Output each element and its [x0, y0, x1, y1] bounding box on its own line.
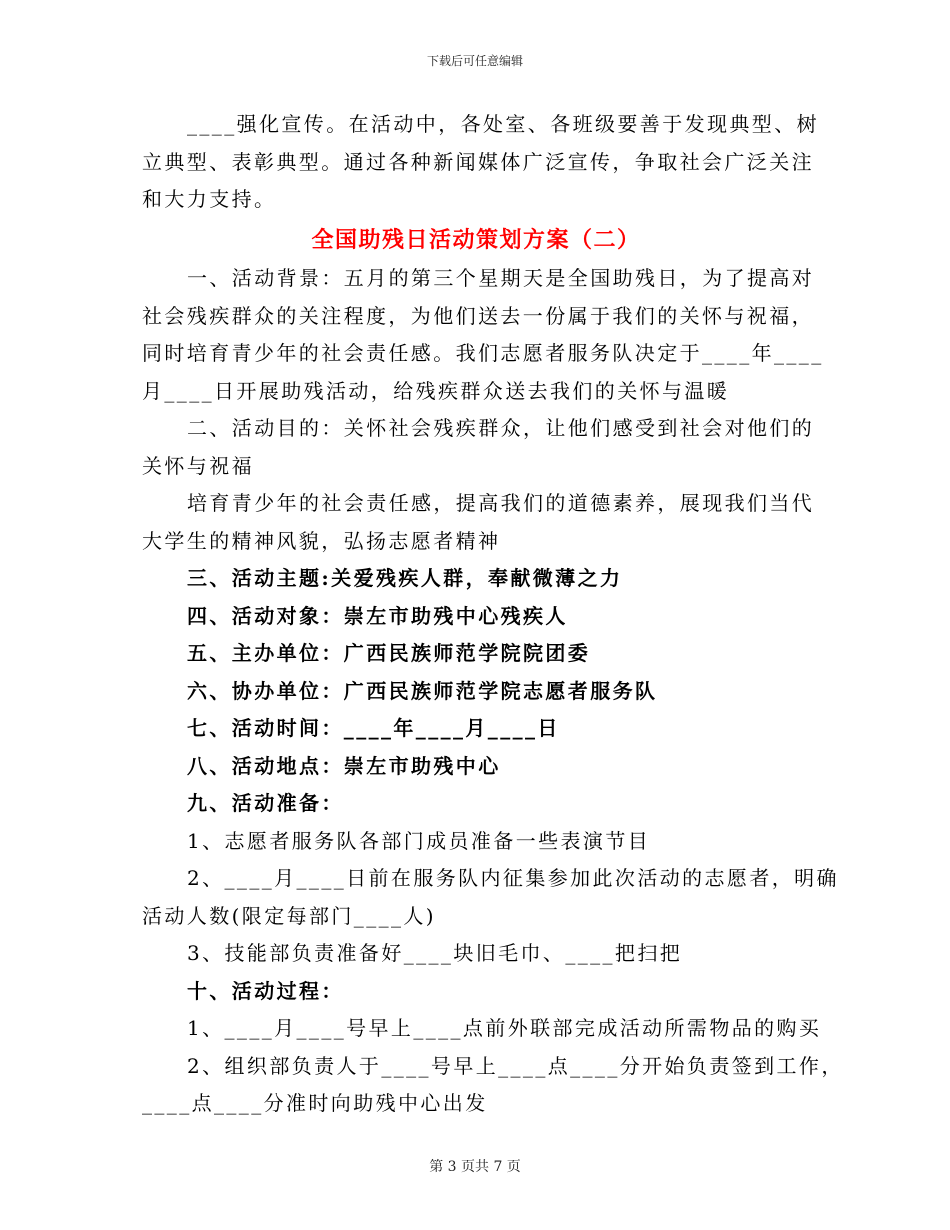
preparation-item-1: 1、志愿者服务队各部门成员准备一些表演节目 — [187, 828, 651, 853]
background-line-3: 同时培育青少年的社会责任感。我们志愿者服务队决定于____年____ — [142, 341, 824, 365]
process-item-1: 1、____月____号早上____点前外联部完成活动所需物品的购买 — [187, 1016, 822, 1040]
co-organizer-line: 六、协办单位：广西民族师范学院志愿者服务队 — [187, 678, 658, 703]
purpose-line-1: 二、活动目的：关怀社会残疾群众，让他们感受到社会对他们的 — [187, 416, 815, 440]
preparation-item-2-line-2: 活动人数(限定每部门____人) — [142, 903, 437, 928]
purpose-line-3: 培育青少年的社会责任感，提高我们的道德素养，展现我们当代 — [187, 491, 815, 515]
theme-line: 三、活动主题:关爱残疾人群，奉献微薄之力 — [187, 566, 623, 590]
intro-line-3: 和大力支持。 — [142, 187, 277, 211]
process-item-2-line-1: 2、组织部负责人于____号早上____点____分开始负责签到工作， — [187, 1053, 844, 1078]
background-line-4: 月____日开展助残活动，给残疾群众送去我们的关怀与温暖 — [142, 378, 730, 403]
time-line: 七、活动时间：____年____月____日 — [187, 716, 560, 740]
intro-line-1: ____强化宣传。在活动中，各处室、各班级要善于发现典型、树 — [187, 112, 819, 136]
preparation-item-3: 3、技能部负责准备好____块旧毛巾、____把扫把 — [187, 941, 683, 965]
background-line-1: 一、活动背景：五月的第三个星期天是全国助残日，为了提高对 — [187, 266, 815, 290]
header-note: 下载后可任意编辑 — [426, 54, 523, 68]
background-line-2: 社会残疾群众的关注程度，为他们送去一份属于我们的关怀与祝福， — [142, 303, 814, 328]
preparation-item-2-line-1: 2、____月____日前在服务队内征集参加此次活动的志愿者，明确 — [187, 866, 839, 890]
target-line: 四、活动对象：崇左市助残中心残疾人 — [187, 603, 568, 628]
location-line: 八、活动地点：崇左市助残中心 — [187, 753, 501, 778]
page-footer: 第 3 页共 7 页 — [429, 1159, 521, 1175]
purpose-line-2: 关怀与祝福 — [142, 453, 254, 478]
organizer-line: 五、主办单位：广西民族师范学院院团委 — [187, 641, 591, 665]
document-title: 全国助残日活动策划方案（二） — [311, 226, 641, 253]
process-item-2-line-2: ____点____分准时向助残中心出发 — [142, 1091, 488, 1115]
intro-line-2: 立典型、表彰典型。通过各种新闻媒体广泛宣传，争取社会广泛关注 — [142, 149, 814, 174]
preparation-heading: 九、活动准备： — [187, 791, 344, 815]
process-heading: 十、活动过程： — [187, 978, 344, 1003]
document-body — [142, 106, 844, 1123]
purpose-line-4: 大学生的精神风貌，弘扬志愿者精神 — [142, 528, 501, 553]
